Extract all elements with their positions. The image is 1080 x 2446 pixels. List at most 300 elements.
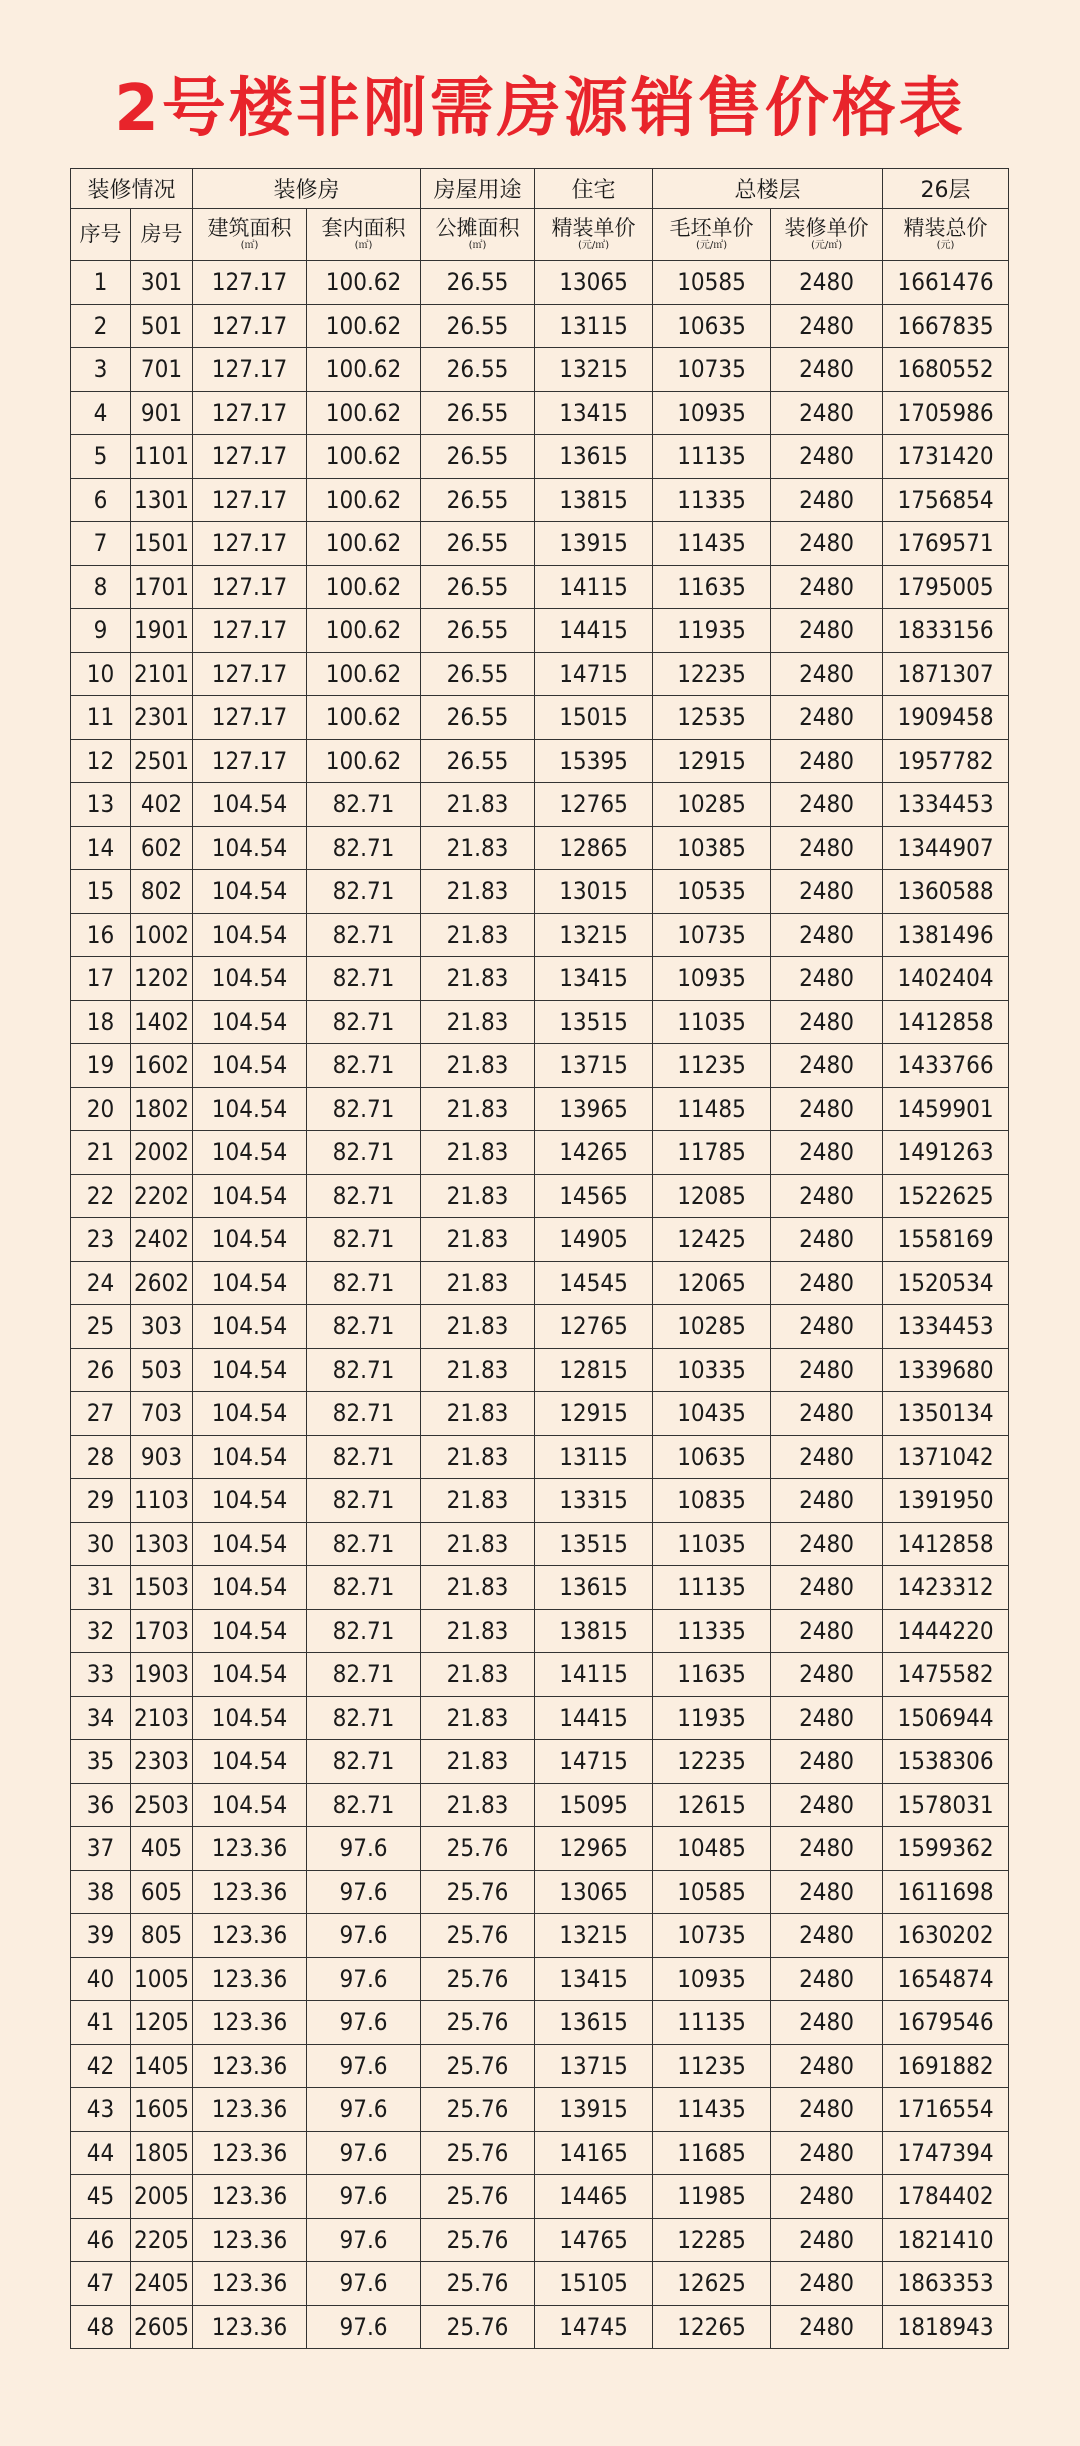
- table-row: [71, 1696, 1009, 1740]
- cell-blank-price: 10635: [653, 1435, 771, 1479]
- cell-room: 1205: [131, 2001, 193, 2045]
- cell-deco-price: 2480: [771, 478, 883, 522]
- cell-shared-area: 21.83: [421, 1435, 535, 1479]
- cell-inner-area: 97.6: [307, 2001, 421, 2045]
- cell-seq: 21: [71, 1131, 131, 1175]
- cell-shared-area: 26.55: [421, 261, 535, 305]
- cell-inner-area: 82.71: [307, 1392, 421, 1436]
- cell-seq: 12: [71, 739, 131, 783]
- cell-blank-price: 11485: [653, 1087, 771, 1131]
- cell-blank-price: 11935: [653, 1696, 771, 1740]
- cell-shared-area: 26.55: [421, 478, 535, 522]
- cell-build-area: 123.36: [193, 2131, 307, 2175]
- cell-blank-price: 11435: [653, 2088, 771, 2132]
- cell-inner-area: 82.71: [307, 1261, 421, 1305]
- cell-build-area: 127.17: [193, 696, 307, 740]
- table-row: [71, 1653, 1009, 1697]
- table-row: [71, 1609, 1009, 1653]
- cell-unit-price: 13215: [535, 1914, 653, 1958]
- cell-shared-area: 21.83: [421, 957, 535, 1001]
- cell-unit-price: 13115: [535, 304, 653, 348]
- price-table: [70, 168, 1009, 2349]
- cell-unit-price: 15395: [535, 739, 653, 783]
- cell-total-price: 1558169: [883, 1218, 1009, 1262]
- cell-deco-price: 2480: [771, 261, 883, 305]
- cell-build-area: 127.17: [193, 435, 307, 479]
- cell-inner-area: 97.6: [307, 2262, 421, 2306]
- cell-room: 802: [131, 870, 193, 914]
- table-row: [71, 609, 1009, 653]
- cell-room: 2501: [131, 739, 193, 783]
- cell-unit-price: 13415: [535, 957, 653, 1001]
- cell-inner-area: 97.6: [307, 1914, 421, 1958]
- cell-unit-price: 12815: [535, 1348, 653, 1392]
- header-row-sub: [71, 209, 1009, 261]
- cell-room: 903: [131, 1435, 193, 1479]
- col-header-unit-price: 精装单价 (元/㎡): [535, 209, 653, 261]
- cell-room: 301: [131, 261, 193, 305]
- cell-seq: 16: [71, 913, 131, 957]
- cell-seq: 45: [71, 2175, 131, 2219]
- cell-build-area: 104.54: [193, 957, 307, 1001]
- cell-deco-price: 2480: [771, 1000, 883, 1044]
- cell-blank-price: 11635: [653, 565, 771, 609]
- table-row: [71, 2044, 1009, 2088]
- cell-room: 2301: [131, 696, 193, 740]
- cell-inner-area: 82.71: [307, 1522, 421, 1566]
- cell-inner-area: 82.71: [307, 1218, 421, 1262]
- cell-unit-price: 14165: [535, 2131, 653, 2175]
- cell-seq: 30: [71, 1522, 131, 1566]
- cell-total-price: 1339680: [883, 1348, 1009, 1392]
- cell-inner-area: 82.71: [307, 783, 421, 827]
- cell-unit-price: 13815: [535, 1609, 653, 1653]
- cell-unit-price: 13015: [535, 870, 653, 914]
- cell-inner-area: 82.71: [307, 913, 421, 957]
- cell-room: 2002: [131, 1131, 193, 1175]
- cell-build-area: 104.54: [193, 826, 307, 870]
- table-row: [71, 565, 1009, 609]
- cell-build-area: 104.54: [193, 1435, 307, 1479]
- cell-total-price: 1520534: [883, 1261, 1009, 1305]
- page-title: 2号楼非刚需房源销售价格表: [114, 72, 966, 146]
- table-row: [71, 1783, 1009, 1827]
- cell-blank-price: 10935: [653, 957, 771, 1001]
- cell-total-price: 1871307: [883, 652, 1009, 696]
- cell-total-price: 1334453: [883, 783, 1009, 827]
- cell-build-area: 127.17: [193, 609, 307, 653]
- cell-inner-area: 97.6: [307, 2175, 421, 2219]
- cell-room: 501: [131, 304, 193, 348]
- cell-build-area: 104.54: [193, 1348, 307, 1392]
- col-header-shared-area: 公摊面积 (㎡): [421, 209, 535, 261]
- cell-blank-price: 11035: [653, 1522, 771, 1566]
- table-row: [71, 1000, 1009, 1044]
- header-row-top: [71, 169, 1009, 209]
- cell-unit-price: 12865: [535, 826, 653, 870]
- cell-seq: 15: [71, 870, 131, 914]
- cell-blank-price: 11135: [653, 2001, 771, 2045]
- cell-room: 303: [131, 1305, 193, 1349]
- cell-room: 1703: [131, 1609, 193, 1653]
- cell-seq: 28: [71, 1435, 131, 1479]
- table-row: [71, 2262, 1009, 2306]
- cell-shared-area: 21.83: [421, 1392, 535, 1436]
- cell-unit-price: 14745: [535, 2305, 653, 2349]
- table-row: [71, 261, 1009, 305]
- cell-deco-price: 2480: [771, 652, 883, 696]
- cell-seq: 9: [71, 609, 131, 653]
- cell-unit-price: 13915: [535, 522, 653, 566]
- cell-seq: 22: [71, 1174, 131, 1218]
- cell-unit-price: 14265: [535, 1131, 653, 1175]
- cell-inner-area: 100.62: [307, 435, 421, 479]
- cell-unit-price: 13415: [535, 1957, 653, 2001]
- cell-seq: 38: [71, 1870, 131, 1914]
- cell-inner-area: 97.6: [307, 2218, 421, 2262]
- cell-unit-price: 12765: [535, 1305, 653, 1349]
- cell-inner-area: 82.71: [307, 1653, 421, 1697]
- cell-build-area: 104.54: [193, 1218, 307, 1262]
- cell-blank-price: 10835: [653, 1479, 771, 1523]
- col-header-build-area: 建筑面积 (㎡): [193, 209, 307, 261]
- cell-room: 2402: [131, 1218, 193, 1262]
- cell-shared-area: 21.83: [421, 1131, 535, 1175]
- cell-blank-price: 12625: [653, 2262, 771, 2306]
- cell-shared-area: 25.76: [421, 2175, 535, 2219]
- cell-total-price: 1680552: [883, 348, 1009, 392]
- cell-build-area: 123.36: [193, 2001, 307, 2045]
- cell-room: 1805: [131, 2131, 193, 2175]
- cell-build-area: 127.17: [193, 522, 307, 566]
- cell-shared-area: 26.55: [421, 391, 535, 435]
- cell-unit-price: 12965: [535, 1827, 653, 1871]
- table-row: [71, 348, 1009, 392]
- cell-seq: 29: [71, 1479, 131, 1523]
- cell-room: 1101: [131, 435, 193, 479]
- cell-shared-area: 26.55: [421, 652, 535, 696]
- cell-blank-price: 11235: [653, 1044, 771, 1088]
- cell-seq: 10: [71, 652, 131, 696]
- cell-deco-price: 2480: [771, 957, 883, 1001]
- cell-deco-price: 2480: [771, 1131, 883, 1175]
- price-table-body: [71, 169, 1009, 2349]
- cell-inner-area: 82.71: [307, 1044, 421, 1088]
- table-row: [71, 1479, 1009, 1523]
- cell-shared-area: 25.76: [421, 2131, 535, 2175]
- cell-blank-price: 10485: [653, 1827, 771, 1871]
- table-row: [71, 1174, 1009, 1218]
- cell-blank-price: 11435: [653, 522, 771, 566]
- cell-unit-price: 14715: [535, 652, 653, 696]
- cell-room: 1303: [131, 1522, 193, 1566]
- cell-unit-price: 13815: [535, 478, 653, 522]
- cell-deco-price: 2480: [771, 1609, 883, 1653]
- cell-build-area: 104.54: [193, 1609, 307, 1653]
- table-row: [71, 826, 1009, 870]
- cell-build-area: 127.17: [193, 304, 307, 348]
- cell-build-area: 127.17: [193, 391, 307, 435]
- cell-shared-area: 26.55: [421, 435, 535, 479]
- cell-inner-area: 82.71: [307, 1087, 421, 1131]
- cell-inner-area: 82.71: [307, 1609, 421, 1653]
- cell-build-area: 104.54: [193, 1479, 307, 1523]
- cell-room: 1501: [131, 522, 193, 566]
- cell-deco-price: 2480: [771, 522, 883, 566]
- cell-inner-area: 97.6: [307, 2044, 421, 2088]
- cell-unit-price: 13915: [535, 2088, 653, 2132]
- cell-total-price: 1599362: [883, 1827, 1009, 1871]
- cell-inner-area: 97.6: [307, 2305, 421, 2349]
- cell-unit-price: 13115: [535, 1435, 653, 1479]
- cell-room: 2202: [131, 1174, 193, 1218]
- cell-total-price: 1769571: [883, 522, 1009, 566]
- cell-deco-price: 2480: [771, 739, 883, 783]
- cell-room: 1605: [131, 2088, 193, 2132]
- cell-room: 1602: [131, 1044, 193, 1088]
- cell-unit-price: 13615: [535, 2001, 653, 2045]
- table-row: [71, 1870, 1009, 1914]
- cell-deco-price: 2480: [771, 2262, 883, 2306]
- cell-inner-area: 82.71: [307, 870, 421, 914]
- cell-unit-price: 13515: [535, 1522, 653, 1566]
- cell-room: 2103: [131, 1696, 193, 1740]
- cell-room: 1402: [131, 1000, 193, 1044]
- cell-total-price: 1506944: [883, 1696, 1009, 1740]
- cell-unit-price: 13965: [535, 1087, 653, 1131]
- cell-seq: 19: [71, 1044, 131, 1088]
- header-residential: 住宅: [535, 169, 653, 209]
- cell-unit-price: 13715: [535, 1044, 653, 1088]
- cell-build-area: 127.17: [193, 565, 307, 609]
- cell-blank-price: 10535: [653, 870, 771, 914]
- cell-deco-price: 2480: [771, 1087, 883, 1131]
- cell-deco-price: 2480: [771, 304, 883, 348]
- cell-build-area: 123.36: [193, 2175, 307, 2219]
- cell-unit-price: 14115: [535, 565, 653, 609]
- cell-seq: 5: [71, 435, 131, 479]
- cell-room: 1002: [131, 913, 193, 957]
- cell-deco-price: 2480: [771, 696, 883, 740]
- cell-total-price: 1654874: [883, 1957, 1009, 2001]
- table-row: [71, 870, 1009, 914]
- cell-seq: 40: [71, 1957, 131, 2001]
- cell-unit-price: 13315: [535, 1479, 653, 1523]
- cell-total-price: 1909458: [883, 696, 1009, 740]
- cell-inner-area: 100.62: [307, 609, 421, 653]
- cell-shared-area: 26.55: [421, 739, 535, 783]
- cell-blank-price: 10635: [653, 304, 771, 348]
- cell-blank-price: 10285: [653, 783, 771, 827]
- cell-shared-area: 21.83: [421, 1261, 535, 1305]
- cell-total-price: 1667835: [883, 304, 1009, 348]
- cell-total-price: 1818943: [883, 2305, 1009, 2349]
- cell-build-area: 104.54: [193, 1044, 307, 1088]
- cell-inner-area: 100.62: [307, 304, 421, 348]
- cell-shared-area: 26.55: [421, 348, 535, 392]
- cell-blank-price: 10585: [653, 261, 771, 305]
- cell-total-price: 1630202: [883, 1914, 1009, 1958]
- cell-room: 1103: [131, 1479, 193, 1523]
- table-row: [71, 435, 1009, 479]
- cell-total-price: 1459901: [883, 1087, 1009, 1131]
- cell-shared-area: 25.76: [421, 2218, 535, 2262]
- cell-unit-price: 14565: [535, 1174, 653, 1218]
- cell-unit-price: 13715: [535, 2044, 653, 2088]
- cell-inner-area: 100.62: [307, 739, 421, 783]
- cell-blank-price: 10435: [653, 1392, 771, 1436]
- cell-inner-area: 100.62: [307, 565, 421, 609]
- cell-inner-area: 82.71: [307, 1305, 421, 1349]
- cell-build-area: 104.54: [193, 1392, 307, 1436]
- cell-inner-area: 100.62: [307, 348, 421, 392]
- cell-blank-price: 10335: [653, 1348, 771, 1392]
- cell-room: 2205: [131, 2218, 193, 2262]
- cell-seq: 48: [71, 2305, 131, 2349]
- cell-build-area: 127.17: [193, 652, 307, 696]
- col-header-deco-price: 装修单价 (元/㎡): [771, 209, 883, 261]
- table-row: [71, 1435, 1009, 1479]
- cell-blank-price: 11035: [653, 1000, 771, 1044]
- col-header-inner-area: 套内面积 (㎡): [307, 209, 421, 261]
- cell-deco-price: 2480: [771, 2088, 883, 2132]
- cell-total-price: 1522625: [883, 1174, 1009, 1218]
- cell-seq: 14: [71, 826, 131, 870]
- cell-deco-price: 2480: [771, 1044, 883, 1088]
- cell-inner-area: 100.62: [307, 522, 421, 566]
- cell-shared-area: 21.83: [421, 783, 535, 827]
- cell-blank-price: 11135: [653, 1566, 771, 1610]
- cell-total-price: 1691882: [883, 2044, 1009, 2088]
- cell-total-price: 1444220: [883, 1609, 1009, 1653]
- cell-room: 1901: [131, 609, 193, 653]
- cell-inner-area: 82.71: [307, 1783, 421, 1827]
- cell-shared-area: 26.55: [421, 609, 535, 653]
- cell-deco-price: 2480: [771, 1305, 883, 1349]
- cell-total-price: 1756854: [883, 478, 1009, 522]
- cell-deco-price: 2480: [771, 826, 883, 870]
- cell-shared-area: 21.83: [421, 1000, 535, 1044]
- cell-shared-area: 21.83: [421, 1566, 535, 1610]
- cell-seq: 47: [71, 2262, 131, 2306]
- cell-inner-area: 82.71: [307, 1696, 421, 1740]
- cell-blank-price: 11985: [653, 2175, 771, 2219]
- cell-shared-area: 26.55: [421, 696, 535, 740]
- cell-inner-area: 97.6: [307, 1827, 421, 1871]
- cell-deco-price: 2480: [771, 1479, 883, 1523]
- cell-unit-price: 14715: [535, 1740, 653, 1784]
- cell-total-price: 1731420: [883, 435, 1009, 479]
- cell-total-price: 1863353: [883, 2262, 1009, 2306]
- cell-deco-price: 2480: [771, 2305, 883, 2349]
- cell-build-area: 123.36: [193, 2088, 307, 2132]
- cell-total-price: 1412858: [883, 1522, 1009, 1566]
- cell-build-area: 104.54: [193, 1131, 307, 1175]
- cell-room: 1005: [131, 1957, 193, 2001]
- cell-unit-price: 14115: [535, 1653, 653, 1697]
- cell-deco-price: 2480: [771, 1218, 883, 1262]
- cell-deco-price: 2480: [771, 1348, 883, 1392]
- cell-unit-price: 13065: [535, 1870, 653, 1914]
- cell-total-price: 1705986: [883, 391, 1009, 435]
- cell-shared-area: 21.83: [421, 1653, 535, 1697]
- cell-shared-area: 25.76: [421, 2001, 535, 2045]
- cell-room: 605: [131, 1870, 193, 1914]
- cell-unit-price: 13215: [535, 348, 653, 392]
- table-row: [71, 2218, 1009, 2262]
- cell-seq: 1: [71, 261, 131, 305]
- header-decoration-status: 装修情况: [71, 169, 193, 209]
- cell-shared-area: 21.83: [421, 1740, 535, 1784]
- cell-unit-price: 14465: [535, 2175, 653, 2219]
- cell-unit-price: 13515: [535, 1000, 653, 1044]
- cell-deco-price: 2480: [771, 1392, 883, 1436]
- cell-build-area: 127.17: [193, 478, 307, 522]
- cell-build-area: 123.36: [193, 2044, 307, 2088]
- cell-total-price: 1344907: [883, 826, 1009, 870]
- cell-deco-price: 2480: [771, 1566, 883, 1610]
- cell-room: 602: [131, 826, 193, 870]
- cell-inner-area: 97.6: [307, 2131, 421, 2175]
- cell-deco-price: 2480: [771, 1957, 883, 2001]
- cell-shared-area: 25.76: [421, 1957, 535, 2001]
- table-row: [71, 1522, 1009, 1566]
- cell-deco-price: 2480: [771, 1522, 883, 1566]
- cell-build-area: 123.36: [193, 1827, 307, 1871]
- cell-blank-price: 12425: [653, 1218, 771, 1262]
- cell-seq: 42: [71, 2044, 131, 2088]
- table-row: [71, 652, 1009, 696]
- cell-build-area: 123.36: [193, 2262, 307, 2306]
- table-row: [71, 1131, 1009, 1175]
- cell-deco-price: 2480: [771, 2044, 883, 2088]
- cell-blank-price: 10735: [653, 1914, 771, 1958]
- cell-inner-area: 82.71: [307, 1131, 421, 1175]
- cell-deco-price: 2480: [771, 1696, 883, 1740]
- cell-room: 2303: [131, 1740, 193, 1784]
- cell-room: 2602: [131, 1261, 193, 1305]
- table-row: [71, 1348, 1009, 1392]
- cell-shared-area: 25.76: [421, 2088, 535, 2132]
- cell-shared-area: 21.83: [421, 1218, 535, 1262]
- cell-seq: 36: [71, 1783, 131, 1827]
- cell-deco-price: 2480: [771, 2175, 883, 2219]
- cell-blank-price: 10285: [653, 1305, 771, 1349]
- cell-inner-area: 82.71: [307, 1479, 421, 1523]
- table-row: [71, 1044, 1009, 1088]
- cell-room: 503: [131, 1348, 193, 1392]
- cell-inner-area: 97.6: [307, 1957, 421, 2001]
- cell-room: 2605: [131, 2305, 193, 2349]
- table-row: [71, 1957, 1009, 2001]
- cell-seq: 31: [71, 1566, 131, 1610]
- cell-build-area: 123.36: [193, 1914, 307, 1958]
- cell-deco-price: 2480: [771, 435, 883, 479]
- cell-unit-price: 14415: [535, 1696, 653, 1740]
- cell-blank-price: 12065: [653, 1261, 771, 1305]
- cell-unit-price: 14905: [535, 1218, 653, 1262]
- cell-deco-price: 2480: [771, 870, 883, 914]
- cell-build-area: 104.54: [193, 1522, 307, 1566]
- cell-total-price: 1350134: [883, 1392, 1009, 1436]
- cell-build-area: 127.17: [193, 739, 307, 783]
- cell-unit-price: 14415: [535, 609, 653, 653]
- cell-blank-price: 11685: [653, 2131, 771, 2175]
- cell-build-area: 104.54: [193, 1653, 307, 1697]
- cell-build-area: 104.54: [193, 1261, 307, 1305]
- cell-unit-price: 15095: [535, 1783, 653, 1827]
- cell-seq: 32: [71, 1609, 131, 1653]
